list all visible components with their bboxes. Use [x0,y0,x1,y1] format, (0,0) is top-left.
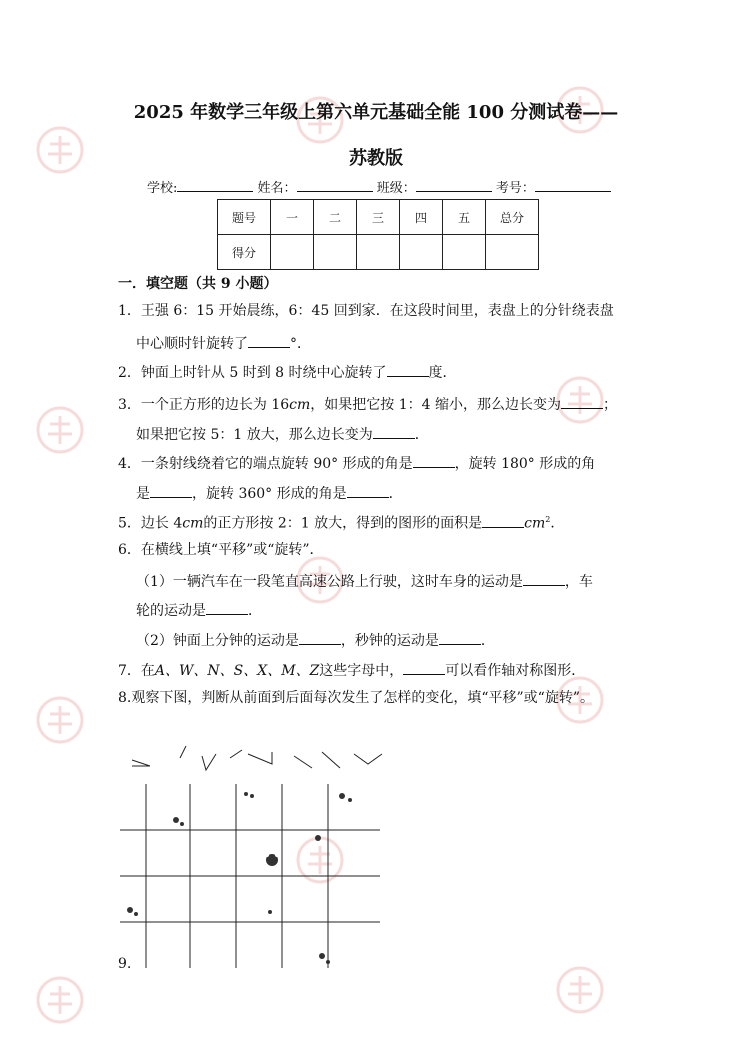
score-header-cell: 三 [357,200,400,235]
q3-unit: cm [289,397,311,413]
school-label: 学校: [147,181,178,196]
q3-text-2: 如果把它按 5：1 放大，那么边长变为 [136,427,373,443]
q5-text-mid: 的正方形按 2：1 放大，得到的图形的面积是 [203,515,483,532]
student-info-row [147,177,611,196]
question-8-figure [118,740,398,980]
q3-tail-2: ． [414,427,429,443]
score-header-cell: 一 [271,200,314,235]
class-label: 班级： [376,181,416,196]
score-row-label: 得分 [218,235,271,270]
q6-1-answer-blank-2[interactable] [206,600,248,615]
q5-superscript: 2 [545,515,551,524]
q4-tail: ． [388,486,403,502]
animal-sketch [319,953,325,959]
school-field[interactable] [177,178,253,192]
name-label: 姓名： [257,181,297,196]
score-header-cell: 题号 [218,200,271,235]
q5-tail: ． [550,515,565,532]
q1-text: 中心顺时针旋转了 [136,336,248,352]
q4-text-3: ，旋转 360° 形成的角是 [192,486,347,502]
question-1-line-1: 1．王强 6：15 开始晨练，6：45 回到家．在这段时间里，表盘上的分针绕表盘 [118,303,614,319]
arrow-sketch [180,746,216,770]
q6-2-text: （2）钟面上分钟的运动是 [136,633,299,649]
score-header-cell: 五 [443,200,486,235]
animal-sketch [268,910,272,914]
score-table-score-row [218,235,539,270]
grid-horizontal-lines [120,830,380,922]
title-line-1: 2025 年数学三年级上第六单元基础全能 100 分测试卷—— [133,102,619,123]
q5-unit: cm [182,515,204,532]
q4-text-mid: ，旋转 180° 形成的角 [454,456,596,472]
animal-sketch [315,835,321,841]
animal-sketch [244,792,248,796]
q3-answer-blank-2[interactable] [373,424,415,439]
q1-answer-blank[interactable] [248,333,290,348]
question-6-1-line-2 [136,600,262,620]
q3-tail: ； [603,397,618,413]
score-header-cell: 总分 [486,200,539,235]
q4-answer-blank-3[interactable] [347,483,389,498]
score-cell[interactable] [271,235,314,270]
score-cell[interactable] [314,235,357,270]
question-8: 8.观察下图，判断从前面到后面每次发生了怎样的变化，填“平移”或“旋转”。 [118,690,594,706]
exam-number-field[interactable] [535,178,611,192]
question-9-number: 9. [118,956,132,972]
q3-answer-blank-1[interactable] [561,394,603,409]
score-table-header-row [218,200,539,235]
q6-1-tail: ，车 [564,574,593,590]
q7-text-mid: 这些字母中， [319,663,404,679]
q3-text-mid: ，如果把它按 1：4 缩小，那么边长变为 [310,397,562,413]
question-4-line-2 [136,483,403,503]
q6-2-tail: ． [480,633,495,649]
arrow-sketch [230,750,272,764]
class-field[interactable] [416,178,492,192]
q7-letters: A、W、N、S、X、M、Z [154,663,320,679]
question-7 [118,660,585,680]
score-header-cell: 二 [314,200,357,235]
score-cell[interactable] [443,235,486,270]
q6-1-text: （1）一辆汽车在一段笔直高速公路上行驶，这时车身的运动是 [136,574,523,590]
exam-number-label: 考号： [495,181,535,196]
question-1-line-2 [136,333,311,353]
q7-answer-blank[interactable] [403,660,445,675]
q6-1-answer-blank-1[interactable] [523,571,565,586]
score-table [217,199,539,270]
q5-unit-2: cm [524,515,546,532]
question-3-line-2 [136,424,429,444]
question-3-line-1 [118,394,617,414]
section-1-heading: 一．填空题（共 9 小题） [118,276,278,292]
q4-text: 4．一条射线绕着它的端点旋转 90° 形成的角是 [118,456,413,472]
q5-answer-blank[interactable] [482,513,524,528]
question-2 [118,362,457,382]
score-cell[interactable] [400,235,443,270]
q6-2-answer-blank-1[interactable] [299,630,341,645]
animal-sketch [173,817,179,823]
arrow-sketch [132,760,150,766]
q6-1-tail-2: ． [248,603,262,619]
q4-answer-blank-1[interactable] [413,453,455,468]
q3-text: 3．一个正方形的边长为 16 [118,397,290,413]
arrow-sketch [354,754,382,764]
question-4-line-1 [118,453,595,473]
q5-text: 5．边长 4 [118,515,183,532]
name-field[interactable] [297,178,373,192]
q1-tail: °． [290,336,311,352]
q7-text: 7．在 [118,663,155,679]
q6-2-text-mid: ，秒钟的运动是 [340,633,439,649]
arrow-sketch [294,752,340,768]
title-line-2: 苏教版 [349,148,403,169]
question-6-2 [136,630,495,650]
score-cell[interactable] [357,235,400,270]
question-5 [118,511,564,533]
q2-tail: 度． [428,365,457,381]
q6-1-text-2: 轮的运动是 [136,603,206,619]
q7-tail: 可以看作轴对称图形． [445,663,586,679]
q4-text-2: 是 [136,486,150,502]
question-6-1-line-1 [136,571,593,591]
score-cell[interactable] [486,235,539,270]
animal-sketch [339,793,345,799]
animal-sketch [127,907,133,913]
q2-answer-blank[interactable] [387,362,429,377]
q4-answer-blank-2[interactable] [150,483,192,498]
question-6: 6．在横线上填“平移”或“旋转”． [118,542,324,558]
q6-2-answer-blank-2[interactable] [439,630,481,645]
score-header-cell: 四 [400,200,443,235]
q2-text: 2．钟面上时针从 5 时到 8 时绕中心旋转了 [118,365,387,381]
